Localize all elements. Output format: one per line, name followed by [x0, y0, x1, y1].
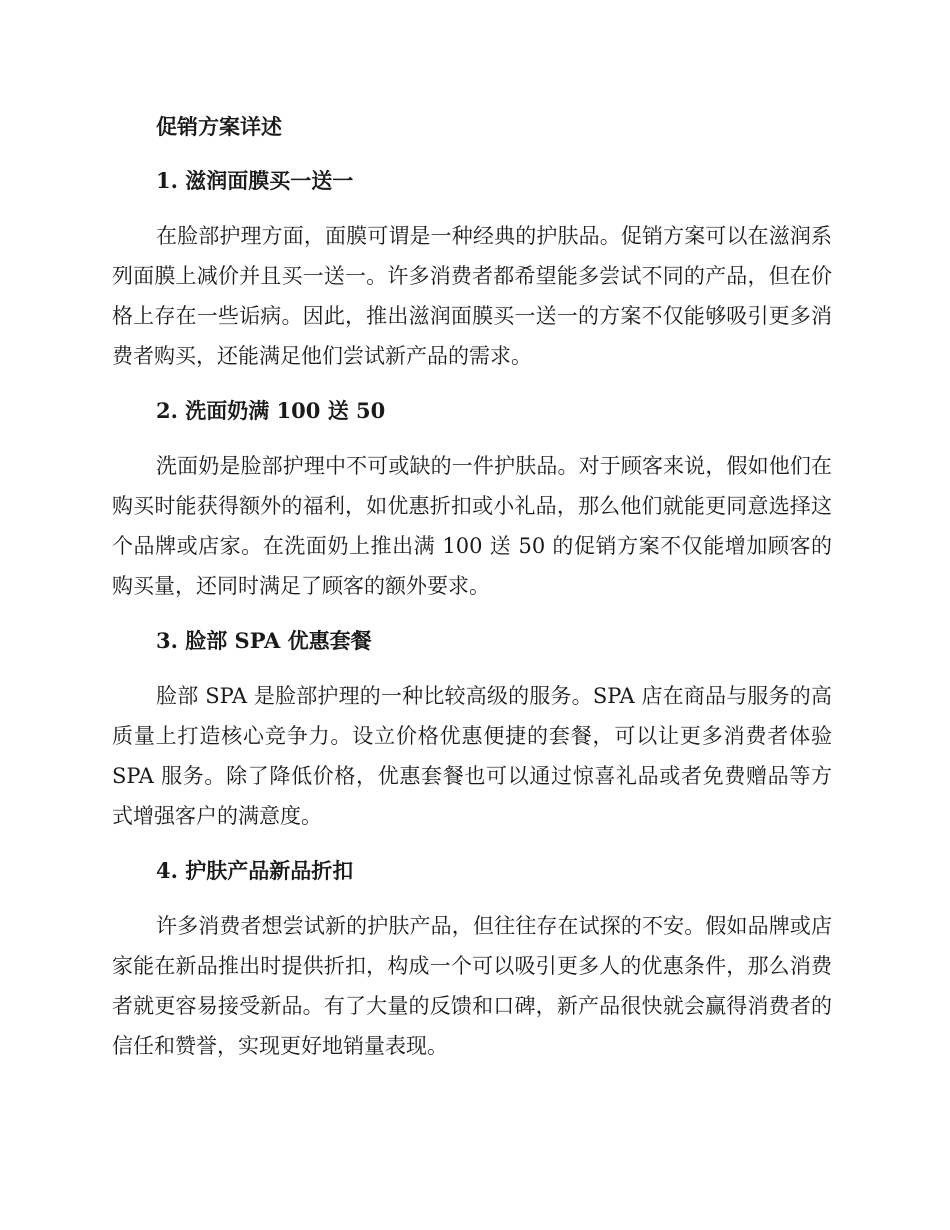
section-paragraph-3: 脸部 SPA 是脸部护理的一种比较高级的服务。SPA 店在商品与服务的高质量上打造核心竞争力。设立价格优惠便捷的套餐，可以让更多消费者体验 SPA 服务。除了降低价格，优惠套餐也可以通过惊喜礼品或者免费赠品等方式增强客户的满意度。	[112, 684, 832, 828]
section-paragraph-4: 许多消费者想尝试新的护肤产品，但往往存在试探的不安。假如品牌或店家能在新品推出时提供折扣，构成一个可以吸引更多人的优惠条件，那么消费者就更容易接受新品。有了大量的反馈和口碑，新产品很快就会赢得消费者的信任和赞誉，实现更好地销量表现。	[112, 914, 832, 1058]
section-heading-4: 4. 护肤产品新品折扣	[156, 858, 354, 883]
section-paragraph-1: 在脸部护理方面，面膜可谓是一种经典的护肤品。促销方案可以在滋润系列面膜上减价并且买一送一。许多消费者都希望能多尝试不同的产品，但在价格上存在一些诟病。因此，推出滋润面膜买一送一的方案不仅能够吸引更多消费者购买，还能满足他们尝试新产品的需求。	[112, 224, 832, 368]
document-body	[112, 108, 832, 1066]
document-title: 促销方案详述	[156, 114, 282, 139]
section-paragraph-2: 洗面奶是脸部护理中不可或缺的一件护肤品。对于顾客来说，假如他们在购买时能获得额外的福利，如优惠折扣或小礼品，那么他们就能更同意选择这个品牌或店家。在洗面奶上推出满 100 送 50 的促销方案不仅能增加顾客的购买量，还同时满足了顾客的额外要求。	[112, 454, 832, 598]
section-heading-3: 3. 脸部 SPA 优惠套餐	[156, 628, 372, 653]
section-heading-1: 1. 滋润面膜买一送一	[156, 168, 354, 193]
section-heading-2: 2. 洗面奶满 100 送 50	[156, 398, 386, 423]
